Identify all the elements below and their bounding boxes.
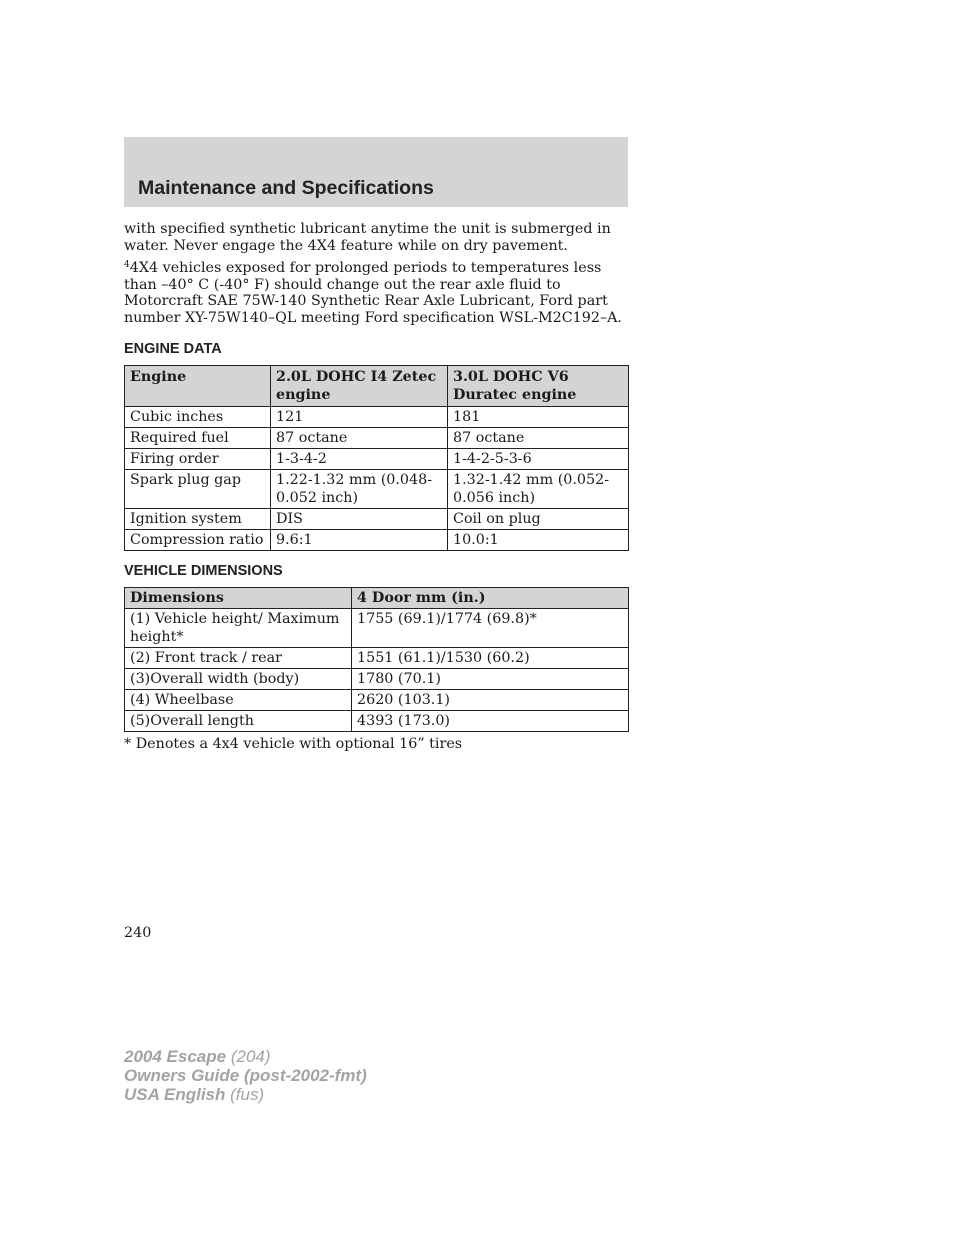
page-number: 240 [124,925,152,941]
table-row [125,609,629,648]
column-header: 4 Door mm (in.) [352,588,629,609]
footer-line-language [124,1085,367,1104]
engine-data-heading: ENGINE DATA [124,341,222,357]
page-content [124,221,628,753]
footnote-marker: 4 [124,260,130,270]
table-row [125,669,629,690]
table-cell: 121 [271,407,448,428]
table-cell: 87 octane [271,428,448,449]
table-cell: Required fuel [125,428,271,449]
table-cell: 1780 (70.1) [352,669,629,690]
column-header: 2.0L DOHC I4 Zetec engine [271,366,448,407]
footnote-paragraph [124,260,628,326]
body-paragraph-1: with specified synthetic lubricant anytime the unit is submerged in water. Never engage the 4X4 feature while on dry pavement. [124,221,611,254]
table-row [125,449,629,470]
table-cell: 2620 (103.1) [352,690,629,711]
table-cell: 10.0:1 [448,530,629,551]
section-header-band [124,137,628,207]
table-cell: 9.6:1 [271,530,448,551]
table-cell: Cubic inches [125,407,271,428]
footer-model-code: (204) [230,1047,271,1066]
table-row [125,711,629,732]
footer-line-guide [124,1066,367,1085]
table-cell: (2) Front track / rear [125,648,352,669]
table-cell: 181 [448,407,629,428]
engine-data-table [124,365,629,551]
table-row [125,407,629,428]
table-cell: 1.22-1.32 mm (0.048-0.052 inch) [271,470,448,509]
table-header-row [125,588,629,609]
table-cell: 1-3-4-2 [271,449,448,470]
table-row [125,509,629,530]
table-cell: 1.32-1.42 mm (0.052-0.056 inch) [448,470,629,509]
table-row [125,648,629,669]
table-cell: DIS [271,509,448,530]
document-footer [124,1047,367,1104]
vehicle-dimensions-table [124,587,629,732]
table-cell: 1-4-2-5-3-6 [448,449,629,470]
vehicle-dimensions-heading: VEHICLE DIMENSIONS [124,563,283,579]
table-cell: (1) Vehicle height/ Maximum height* [125,609,352,648]
footer-language-code: (fus) [230,1085,265,1104]
table-cell: (4) Wheelbase [125,690,352,711]
table-cell: Firing order [125,449,271,470]
table-row [125,428,629,449]
footer-model: 2004 Escape [124,1047,227,1066]
table-cell: 1755 (69.1)/1774 (69.8)* [352,609,629,648]
column-header: Dimensions [125,588,352,609]
footnote-text: 4X4 vehicles exposed for prolonged periods to temperatures less than –40° C (-40° F) should change out the rear axle fluid to Motorcraft SAE 75W-140 Synthetic Rear Axle Lubricant, Ford part number XY-75W140–QL meeting Ford specification WSL-M2C192–A. [124,260,622,326]
table-cell: Compression ratio [125,530,271,551]
table-cell: Spark plug gap [125,470,271,509]
table-footnote: * Denotes a 4x4 vehicle with optional 16” tires [124,736,463,752]
table-cell: 87 octane [448,428,629,449]
table-row [125,530,629,551]
section-title: Maintenance and Specifications [138,177,434,199]
table-header-row [125,366,629,407]
footer-line-model [124,1047,367,1066]
table-cell: 1551 (61.1)/1530 (60.2) [352,648,629,669]
table-cell: (5)Overall length [125,711,352,732]
table-cell: Coil on plug [448,509,629,530]
column-header: Engine [125,366,271,407]
table-row [125,470,629,509]
table-cell: (3)Overall width (body) [125,669,352,690]
footer-language: USA English [124,1085,226,1104]
table-row [125,690,629,711]
table-cell: Ignition system [125,509,271,530]
table-cell: 4393 (173.0) [352,711,629,732]
footer-guide: Owners Guide (post-2002-fmt) [124,1066,367,1085]
column-header: 3.0L DOHC V6 Duratec engine [448,366,629,407]
